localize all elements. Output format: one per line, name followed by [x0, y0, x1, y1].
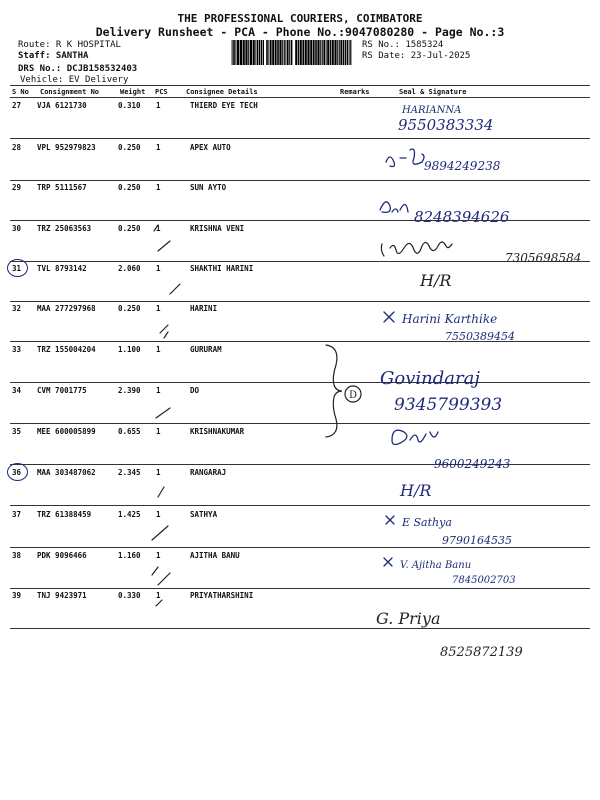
r32-x-icon	[384, 312, 394, 322]
row-weight: 1.425	[118, 510, 141, 519]
r35-sig-scribble	[392, 430, 438, 444]
drs-text: DRS No.: DCJB158532403	[18, 64, 138, 74]
row-consignee: THIERD EYE TECH	[190, 101, 258, 110]
r30-sig-phone: 7305698584	[505, 251, 582, 265]
row-pcs: 1	[156, 591, 161, 600]
r38-sig-name: V. Ajitha Banu	[400, 560, 472, 571]
row-sno: 33	[12, 345, 22, 354]
row-weight: 2.060	[118, 264, 141, 273]
rs-info	[362, 40, 470, 62]
row-divider	[10, 220, 590, 221]
row-divider	[10, 301, 590, 302]
row-sno: 30	[12, 224, 22, 233]
row-consignment: VPL 952979823	[37, 143, 96, 152]
row-pcs: 1	[156, 264, 161, 273]
row-weight: 2.345	[118, 468, 141, 477]
row-divider	[10, 628, 590, 629]
header-bottom-rule	[10, 97, 590, 98]
row-consignee: HARINI	[190, 304, 218, 313]
row-consignment: CVM 7001775	[37, 386, 87, 395]
row-sno: 39	[12, 591, 22, 600]
row-sno: 36	[12, 468, 22, 477]
row-consignee: SHAKTHI HARINI	[190, 264, 254, 273]
r37-x-icon	[386, 516, 394, 524]
remarks-circle	[345, 386, 361, 402]
row-pcs: 1	[156, 386, 161, 395]
row-sno: 27	[12, 101, 22, 110]
r32-sig-phone: 7550389454	[445, 330, 515, 343]
row-weight: 0.250	[118, 224, 141, 233]
r39-sig-phone: 8525872139	[440, 645, 523, 660]
r35-sig-phone: 9600249243	[434, 457, 511, 471]
row-pcs: 1	[156, 224, 161, 233]
r37-sig-phone: 9790164535	[442, 534, 512, 547]
row-consignment: TNJ 9423971	[37, 591, 87, 600]
row-weight: 1.100	[118, 345, 141, 354]
row-consignment: TRZ 25063563	[37, 224, 92, 233]
r38-x-icon	[384, 558, 392, 566]
row-consignment: MEE 600005899	[37, 427, 96, 436]
row-sno: 38	[12, 551, 22, 560]
sno-circle	[7, 463, 28, 481]
row-weight: 0.250	[118, 143, 141, 152]
row-consignee: AJITHA BANU	[190, 551, 240, 560]
row-weight: 0.250	[118, 183, 141, 192]
row-divider	[10, 423, 590, 424]
row-consignee: KRISHNAKUMAR	[190, 427, 245, 436]
r34-sig-phone: 9345799393	[394, 395, 503, 415]
route-text: Route: R K HOSPITAL	[18, 40, 121, 50]
row-divider	[10, 547, 590, 548]
row-sno: 34	[12, 386, 22, 395]
row-consignment: PDK 9096466	[37, 551, 87, 560]
col-consignment: Consignment No	[40, 88, 100, 96]
sno-circle	[7, 259, 28, 277]
row-consignment: VJA 6121730	[37, 101, 87, 110]
row-divider	[10, 464, 590, 465]
tick-marks	[152, 225, 180, 606]
row-weight: 0.330	[118, 591, 141, 600]
row-consignment: TRP 5111567	[37, 183, 87, 192]
staff-text: Staff: SANTHA	[18, 51, 89, 61]
col-consignee: Consignee Details	[186, 88, 258, 96]
company-title: THE PROFESSIONAL COURIERS, COIMBATORE	[177, 12, 423, 25]
row-divider	[10, 382, 590, 383]
row-consignee: KRISHNA VENI	[190, 224, 245, 233]
row-divider	[10, 341, 590, 342]
runsheet-subtitle: Delivery Runsheet - PCA - Phone No.:9047080280 - Page No.:3	[95, 25, 505, 39]
header-top-rule	[10, 85, 590, 86]
row-consignee: APEX AUTO	[190, 143, 231, 152]
row-consignee: SATHYA	[190, 510, 218, 519]
row-divider	[10, 505, 590, 506]
row-pcs: 1	[156, 345, 161, 354]
col-sno: S No	[12, 88, 29, 96]
row-weight: 1.160	[118, 551, 141, 560]
r28-sig-scribble	[386, 149, 424, 167]
r36-sig-hr: H/R	[400, 481, 432, 500]
col-remarks: Remarks	[340, 88, 370, 96]
row-weight: 2.390	[118, 386, 141, 395]
row-pcs: 1	[156, 143, 161, 152]
row-pcs: 1	[156, 101, 161, 110]
remarks-mark: D	[349, 390, 358, 401]
row-consignment: TRZ 155004204	[37, 345, 96, 354]
row-sno: 32	[12, 304, 22, 313]
route-info	[18, 40, 137, 86]
row-divider	[10, 261, 590, 262]
row-sno: 35	[12, 427, 22, 436]
row-weight: 0.655	[118, 427, 141, 436]
tick-mark-38	[152, 567, 158, 575]
row-weight: 0.250	[118, 304, 141, 313]
row-weight: 0.310	[118, 101, 141, 110]
r33-sig-name: Govindaraj	[380, 368, 480, 389]
tick-mark-32	[164, 332, 168, 338]
r32-sig-name: Harini Karthike	[402, 312, 498, 326]
col-signature: Seal & Signature	[399, 88, 467, 96]
row-consignment: MAA 277297968	[37, 304, 96, 313]
col-pcs: PCS	[155, 88, 168, 96]
row-divider	[10, 588, 590, 589]
row-divider	[10, 138, 590, 139]
row-pcs: 1	[156, 468, 161, 477]
row-consignee: SUN AYTO	[190, 183, 227, 192]
r29-sig-phone: 8248394626	[414, 208, 510, 226]
row-consignee: DO	[190, 386, 200, 395]
r39-sig-name: G. Priya	[376, 609, 441, 628]
barcode	[230, 40, 352, 65]
row-sno: 29	[12, 183, 22, 192]
vehicle-text: Vehicle: EV Delivery	[20, 75, 129, 85]
r27-sig-phone: 9550383334	[398, 116, 494, 134]
row-consignee: GURURAM	[190, 345, 222, 354]
row-sno: 31	[12, 264, 22, 273]
row-pcs: 1	[156, 510, 161, 519]
r29-sig-scribble	[380, 202, 408, 213]
r37-sig-name: E Sathya	[402, 516, 452, 529]
r38-sig-phone: 7845002703	[452, 575, 516, 586]
row-consignment: MAA 303487062	[37, 468, 96, 477]
row-pcs: 1	[156, 551, 161, 560]
row-pcs: 1	[156, 183, 161, 192]
row-consignment: TRZ 61388459	[37, 510, 92, 519]
r27-sig-name: HARIANNA	[402, 105, 462, 116]
row-consignee: PRIYATHARSHINI	[190, 591, 254, 600]
row-consignee: RANGARAJ	[190, 468, 227, 477]
row-divider	[10, 180, 590, 181]
col-weight: Weight	[120, 88, 146, 96]
row-pcs: 1	[156, 427, 161, 436]
r28-sig-phone: 9894249238	[424, 159, 501, 173]
row-sno: 28	[12, 143, 22, 152]
row-sno: 37	[12, 510, 22, 519]
rs-date-text: RS Date: 23-Jul-2025	[362, 51, 471, 61]
r30-sig-hr: H/R	[420, 271, 452, 290]
rs-no-text: RS No.: 1585324	[362, 40, 444, 50]
r30-sig-scribble	[381, 242, 452, 256]
row-pcs: 1	[156, 304, 161, 313]
row-consignment: TVL 8793142	[37, 264, 87, 273]
